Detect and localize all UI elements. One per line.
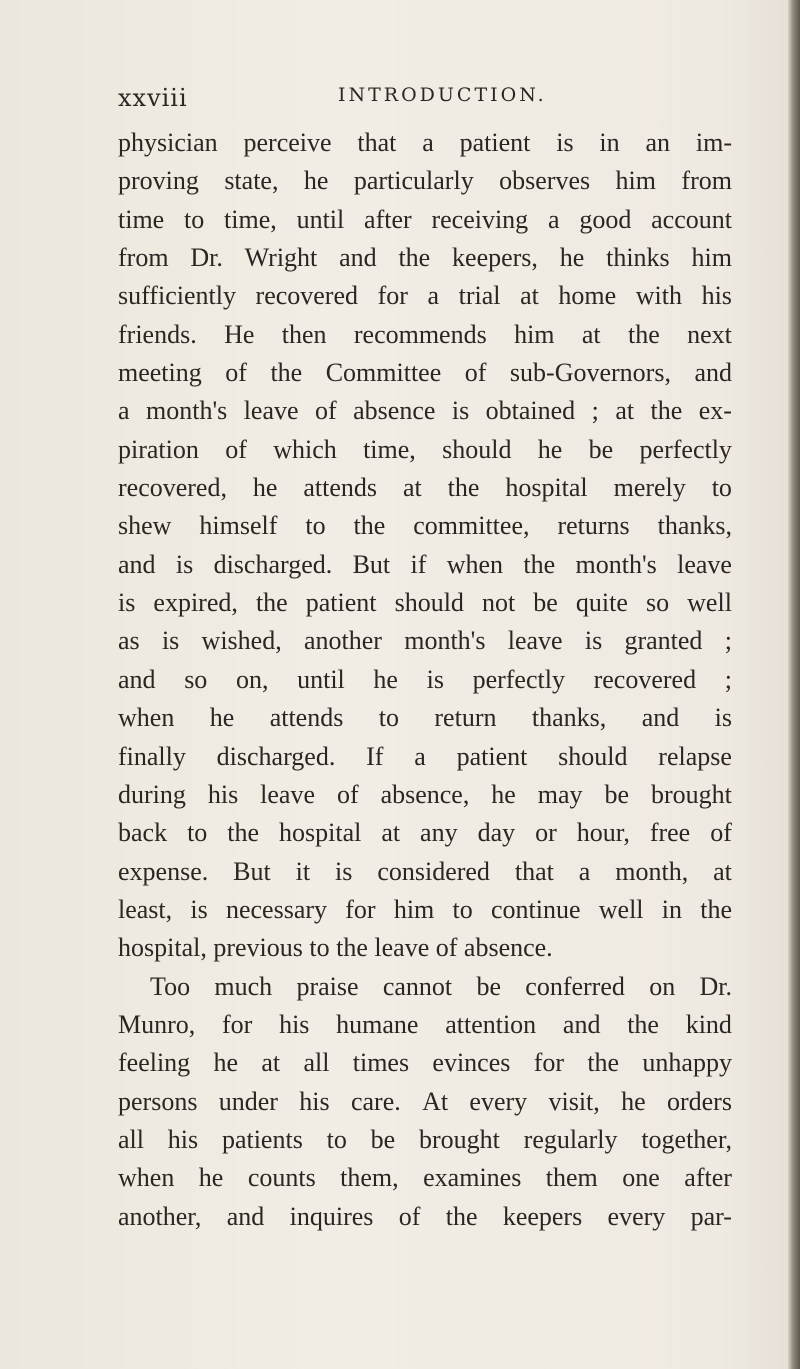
word: is (335, 856, 353, 886)
word: as (118, 626, 140, 656)
word: counts (247, 1163, 316, 1193)
word: leave (374, 933, 430, 963)
word: absence. (463, 933, 553, 963)
word: quite (575, 588, 628, 618)
text-line (118, 699, 732, 737)
word: previous (213, 933, 303, 963)
word: of (435, 933, 458, 963)
word: from (118, 243, 169, 273)
word: If (366, 741, 384, 771)
word: unhappy (642, 1048, 732, 1078)
word: all (303, 1048, 330, 1078)
word: merely (613, 473, 686, 503)
word: from (681, 166, 732, 196)
word: recovered, (118, 473, 227, 503)
word: under (218, 1086, 278, 1116)
word: proving (118, 166, 199, 196)
word: of (398, 1201, 421, 1231)
word: absence, (380, 779, 470, 809)
word: he (213, 1048, 239, 1078)
word: may (537, 779, 583, 809)
text-line (118, 124, 732, 162)
word: discharged. (213, 549, 333, 579)
word: if (410, 549, 427, 579)
word: the (227, 818, 260, 848)
word: him (393, 894, 435, 924)
word: should (394, 588, 464, 618)
word: him (615, 166, 656, 196)
text-line (118, 738, 732, 776)
word: perfectly (472, 664, 565, 694)
word: the (447, 473, 480, 503)
word: well (598, 894, 644, 924)
word: to (452, 894, 473, 924)
word: hospital, (118, 933, 207, 963)
text-line (118, 814, 732, 852)
word: so (645, 588, 670, 618)
word: at (402, 473, 422, 503)
page-number: xxviii (118, 84, 188, 112)
text-line (118, 431, 732, 469)
word: hospital (279, 818, 362, 848)
word: a (422, 128, 434, 157)
word: of (336, 779, 359, 809)
word: thinks (606, 243, 670, 273)
word: for (533, 1048, 565, 1078)
word: is (161, 626, 180, 656)
word: and (339, 243, 377, 273)
text-line (118, 891, 732, 929)
word: im- (695, 128, 732, 157)
word: so (184, 664, 208, 694)
text-line (118, 277, 732, 315)
word: month's (146, 396, 228, 426)
word: and (694, 358, 732, 388)
word: committee, (413, 511, 530, 541)
text-line (118, 507, 732, 545)
word: to (326, 1124, 347, 1154)
word: perfectly (639, 434, 732, 464)
word: them, (340, 1163, 399, 1193)
word: He (224, 319, 255, 349)
word: himself (199, 511, 278, 541)
word: wished, (201, 626, 282, 656)
word: humane (336, 1009, 419, 1039)
running-title: INTRODUCTION. (338, 84, 547, 106)
text-line (118, 584, 732, 622)
word: his (701, 281, 732, 311)
word: is (175, 549, 194, 579)
word: the (445, 1201, 478, 1231)
word: recommends (353, 319, 487, 349)
word: the (700, 894, 732, 924)
word: Dr. (699, 971, 732, 1001)
word: times (352, 1048, 410, 1078)
word: in (661, 894, 682, 924)
word: evinces (432, 1048, 511, 1078)
word: not (482, 588, 516, 618)
word: necessary (225, 894, 328, 924)
word: the (650, 396, 683, 426)
word: good (579, 204, 632, 234)
word: be (476, 971, 501, 1001)
word: month, (615, 856, 689, 886)
word: one (622, 1163, 660, 1193)
word: a (547, 204, 560, 234)
word: meeting (118, 358, 202, 388)
word: in (599, 128, 620, 157)
word: the (336, 933, 368, 963)
text-line (118, 546, 732, 584)
word: an (645, 128, 671, 157)
word: shew (118, 511, 172, 541)
word: But (352, 549, 391, 579)
word: leave (507, 626, 563, 656)
text-line (118, 1121, 732, 1159)
word: perceive (243, 128, 332, 157)
word: kind (685, 1009, 732, 1039)
word: and (118, 549, 156, 579)
word: ex- (698, 396, 732, 426)
word: he (537, 434, 563, 464)
word: of (315, 396, 337, 426)
word: back (118, 818, 168, 848)
word: the (353, 511, 386, 541)
word: finally (118, 741, 186, 771)
word: for (377, 281, 408, 311)
page-edge-shadow (788, 0, 800, 1369)
word: any (420, 818, 458, 848)
word: thanks, (657, 511, 732, 541)
word: is (118, 588, 136, 618)
word: to (378, 703, 399, 733)
word: well (687, 588, 732, 618)
word: and (641, 703, 680, 733)
word: then (281, 319, 327, 349)
word: he (373, 664, 398, 694)
word: the (628, 319, 660, 349)
word: on, (235, 664, 269, 694)
word: at (615, 396, 635, 426)
word: and (562, 1009, 601, 1039)
word: be (370, 1124, 396, 1154)
word: par- (690, 1201, 732, 1231)
word: at (520, 281, 539, 311)
word: which (273, 434, 337, 464)
word: patient (459, 128, 531, 157)
word: all (118, 1124, 144, 1154)
word: feeling (118, 1048, 191, 1078)
word: state, (224, 166, 279, 196)
word: he (559, 243, 585, 273)
word: considered (377, 856, 490, 886)
word: another (303, 626, 382, 656)
text-line (118, 1083, 732, 1121)
word: a (118, 396, 130, 426)
word: month's (404, 626, 486, 656)
word: patient (456, 741, 528, 771)
word: at (581, 319, 601, 349)
word: after (364, 204, 412, 234)
word: discharged. (216, 741, 336, 771)
text-line (118, 469, 732, 507)
word: at (713, 856, 732, 886)
word: particularly (353, 166, 474, 196)
word: to (187, 818, 208, 848)
word: month's (575, 549, 657, 579)
word: of (464, 358, 487, 388)
word: to (305, 511, 326, 541)
word: patients (221, 1124, 303, 1154)
text-line (118, 392, 732, 430)
word: is (714, 703, 732, 733)
word: observes (499, 166, 591, 196)
word: praise (296, 971, 359, 1001)
word: recovered (255, 281, 359, 311)
word: for (222, 1009, 253, 1039)
word: his (299, 1086, 330, 1116)
word: returns (557, 511, 630, 541)
text-line (118, 853, 732, 891)
word: patient (305, 588, 377, 618)
word: hour, (576, 818, 630, 848)
word: At (422, 1086, 449, 1116)
word: the (627, 1009, 659, 1039)
word: return (434, 703, 497, 733)
word: and (118, 664, 156, 694)
word: them (545, 1163, 598, 1193)
word: is (451, 396, 470, 426)
word: his (207, 779, 239, 809)
word: thanks, (531, 703, 607, 733)
word: keepers, (452, 243, 538, 273)
word: expense. (118, 856, 209, 886)
word: ; (724, 664, 732, 694)
word: together, (641, 1124, 732, 1154)
word: him (691, 243, 732, 273)
text-line (118, 661, 732, 699)
word: when (118, 703, 175, 733)
word: until (297, 664, 345, 694)
text-line (118, 968, 732, 1006)
word: Too (150, 971, 191, 1001)
body-text (118, 124, 732, 1236)
word: recovered (593, 664, 697, 694)
word: with (635, 281, 682, 311)
word: piration (118, 434, 199, 464)
word: leave (243, 396, 299, 426)
word: is (556, 128, 574, 157)
word: be (588, 434, 614, 464)
text-line (118, 354, 732, 392)
text-line (118, 1044, 732, 1082)
word: time, (363, 434, 416, 464)
word: or (535, 818, 557, 848)
word: to (711, 473, 732, 503)
word: he (491, 779, 516, 809)
text-line (118, 316, 732, 354)
word: inquires (289, 1201, 374, 1231)
word: much (214, 971, 273, 1001)
text-line (118, 201, 732, 239)
word: the (398, 243, 431, 273)
word: regularly (523, 1124, 618, 1154)
word: sufficiently (118, 281, 236, 311)
word: on (649, 971, 676, 1001)
word: the (523, 549, 556, 579)
word: continue (490, 894, 581, 924)
word: he (252, 473, 278, 503)
word: at (261, 1048, 281, 1078)
word: every (469, 1086, 528, 1116)
text-line (118, 929, 732, 967)
word: care. (350, 1086, 401, 1116)
word: when (446, 549, 504, 579)
word: hospital (505, 473, 588, 503)
word: he (621, 1086, 646, 1116)
word: ; (591, 396, 599, 426)
text-line (118, 162, 732, 200)
word: attends (303, 473, 378, 503)
word: him (514, 319, 555, 349)
word: his (167, 1124, 199, 1154)
word: account (651, 204, 732, 234)
word: free (649, 818, 691, 848)
word: time (118, 204, 165, 234)
word: time, (224, 204, 277, 234)
word: a (414, 741, 426, 771)
word: day (477, 818, 516, 848)
word: leave (677, 549, 732, 579)
word: at (381, 818, 401, 848)
word: next (687, 319, 732, 349)
word: a (427, 281, 440, 311)
word: of (225, 434, 247, 464)
text-line (118, 1159, 732, 1197)
word: of (710, 818, 732, 848)
word: and (226, 1201, 265, 1231)
word: he (303, 166, 329, 196)
word: conferred (525, 971, 625, 1001)
word: brought (418, 1124, 500, 1154)
page-header (118, 84, 678, 124)
word: attends (269, 703, 344, 733)
word: a (578, 856, 591, 886)
word: is (584, 626, 603, 656)
word: sub-Governors, (509, 358, 671, 388)
word: every (607, 1201, 666, 1231)
word: he (198, 1163, 224, 1193)
word: trial (458, 281, 501, 311)
word: Munro, (118, 1009, 196, 1039)
word: ; (724, 626, 732, 656)
word: be (533, 588, 558, 618)
word: But (233, 856, 271, 886)
word: the (270, 358, 303, 388)
word: it (295, 856, 311, 886)
word: orders (666, 1086, 732, 1116)
text-line (118, 1198, 732, 1236)
text-line (118, 239, 732, 277)
word: to (309, 933, 330, 963)
word: of (225, 358, 247, 388)
word: for (345, 894, 376, 924)
word: absence (353, 396, 436, 426)
word: expired, (153, 588, 238, 618)
word: is (190, 894, 208, 924)
word: another, (118, 1201, 202, 1231)
word: to (184, 204, 205, 234)
word: during (118, 779, 186, 809)
word: that (357, 128, 397, 157)
word: examines (423, 1163, 522, 1193)
word: persons (118, 1086, 198, 1116)
word: should (442, 434, 512, 464)
text-line (118, 776, 732, 814)
word: attention (445, 1009, 537, 1039)
word: Committee (325, 358, 442, 388)
word: physician (118, 128, 218, 157)
word: cannot (382, 971, 453, 1001)
word: granted (624, 626, 703, 656)
word: should (558, 741, 628, 771)
word: his (279, 1009, 310, 1039)
word: until (296, 204, 345, 234)
word: the (255, 588, 288, 618)
word: be (604, 779, 630, 809)
word: visit, (548, 1086, 600, 1116)
word: keepers (502, 1201, 583, 1231)
word: is (426, 664, 444, 694)
word: after (684, 1163, 732, 1193)
text-line (118, 1006, 732, 1044)
word: the (587, 1048, 620, 1078)
word: obtained (485, 396, 576, 426)
word: least, (118, 894, 173, 924)
word: Wright (244, 243, 318, 273)
word: leave (260, 779, 315, 809)
word: that (514, 856, 554, 886)
word: when (118, 1163, 175, 1193)
word: receiving (431, 204, 529, 234)
word: he (209, 703, 235, 733)
word: friends. (118, 319, 197, 349)
word: brought (651, 779, 732, 809)
word: Dr. (190, 243, 223, 273)
text-line (118, 622, 732, 660)
word: home (558, 281, 617, 311)
word: relapse (658, 741, 732, 771)
